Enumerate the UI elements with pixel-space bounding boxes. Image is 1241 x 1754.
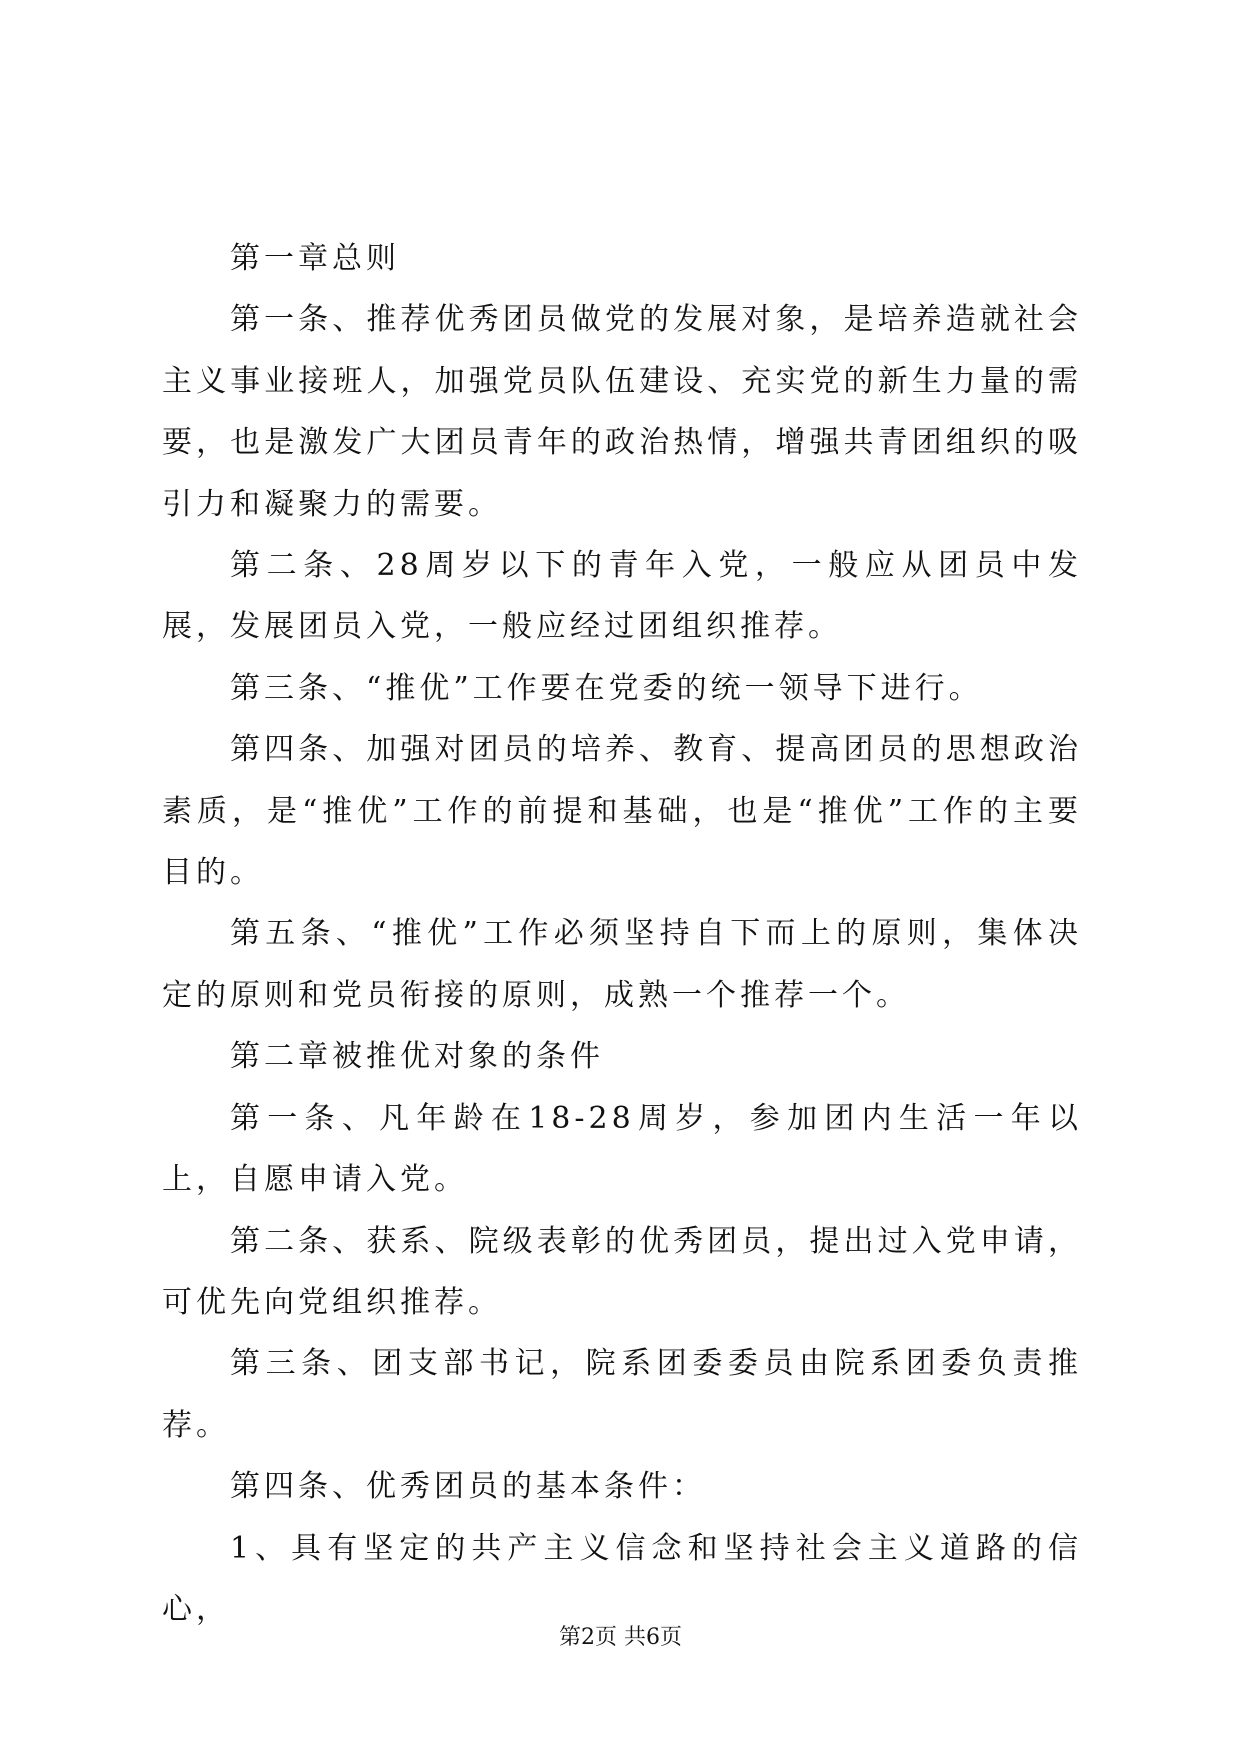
paragraph-chapter-2-title: 第二章被推优对象的条件 [230,1039,604,1075]
paragraph-ch2-article-3: 第三条、团支部书记，院系团委委员由院系团委负责推荐。 [162,1346,1082,1443]
paragraph-article-4: 第四条、加强对团员的培养、教育、提高团员的思想政治素质，是“推优”工作的前提和基础，也是“推优”工作的主要目的。 [162,732,1082,891]
paragraph-ch2-article-1: 第一条、凡年龄在18-28周岁，参加团内生活一年以上，自愿申请入党。 [162,1100,1082,1198]
paragraph-article-2: 第二条、28周岁以下的青年入党，一般应从团员中发展，发展团员入党，一般应经过团组织推荐。 [162,548,1082,645]
paragraph-ch2-article-2: 第二条、获系、院级表彰的优秀团员，提出过入党申请，可优先向党组织推荐。 [162,1223,1082,1320]
paragraph-condition-1: 1、具有坚定的共产主义信念和坚持社会主义道路的信心， [162,1530,1082,1627]
paragraph-article-1: 第一条、推荐优秀团员做党的发展对象，是培养造就社会主义事业接班人，加强党员队伍建设、充实党的新生力量的需要，也是激发广大团员青年的政治热情，增强共青团组织的吸引力和凝聚力的需要。 [162,302,1082,522]
document-body [162,228,1082,1640]
paragraph-article-5: 第五条、“推优”工作必须坚持自下而上的原则，集体决定的原则和党员衔接的原则，成熟一个推荐一个。 [162,916,1082,1013]
paragraph-chapter-1-title: 第一章总则 [230,241,400,276]
paragraph-ch2-article-4: 第四条、优秀团员的基本条件： [230,1469,706,1505]
page-number-footer: 第2页 共6页 [559,1625,682,1650]
paragraph-article-3: 第三条、“推优”工作要在党委的统一领导下进行。 [230,670,983,706]
